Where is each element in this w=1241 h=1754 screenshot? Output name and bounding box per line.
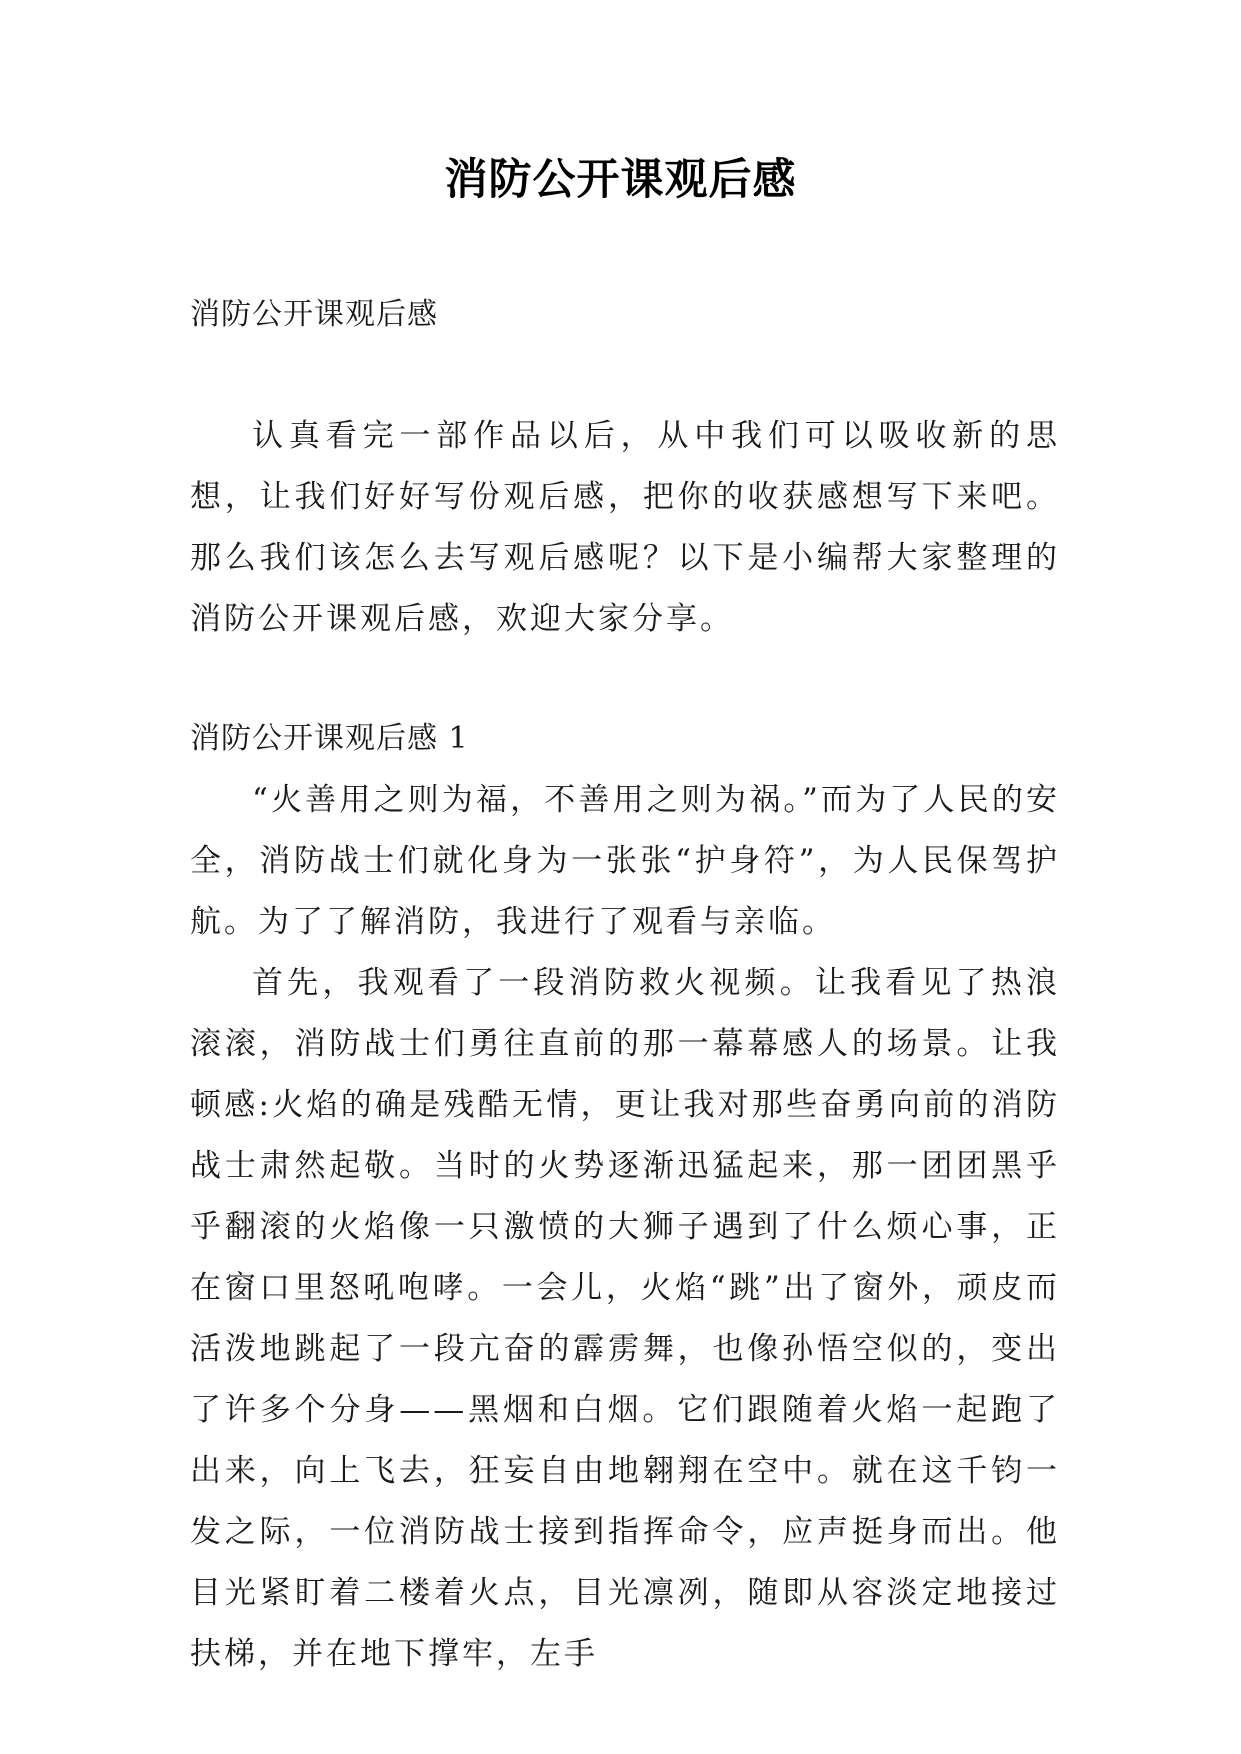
intro-paragraph: 认真看完一部作品以后，从中我们可以吸收新的思想，让我们好好写份观后感，把你的收获感想写下来吧。那么我们该怎么去写观后感呢？以下是小编帮大家整理的消防公开课观后感，欢迎大家分享。 <box>190 418 1060 637</box>
body-paragraph-1: “火善用之则为福，不善用之则为祸。”而为了人民的安全，消防战士们就化身为一张张“护身符”，为人民保驾护航。为了了解消防，我进行了观看与亲临。 <box>190 782 1060 940</box>
section-heading: 消防公开课观后感 1 <box>190 721 469 756</box>
document-body <box>190 290 1060 1685</box>
document-subtitle: 消防公开课观后感 <box>190 297 438 332</box>
body-paragraph-2: 首先，我观看了一段消防救火视频。让我看见了热浪滚滚，消防战士们勇往直前的那一幕幕感人的场景。让我顿感:火焰的确是残酷无情，更让我对那些奋勇向前的消防战士肃然起敬。当时的火势逐渐迅猛起来，那一团团黑乎乎翻滚的火焰像一只激愤的大狮子遇到了什么烦心事，正在窗口里怒吼咆哮。一会儿，火焰“跳”出了窗外，顽皮而活泼地跳起了一段亢奋的霹雳舞，也像孙悟空似的，变出了许多个分身——黑烟和白烟。它们跟随着火焰一起跑了出来，向上飞去，狂妄自由地翱翔在空中。就在这千钧一发之际，一位消防战士接到指挥命令，应声挺身而出。他目光紧盯着二楼着火点，目光凛冽，随即从容淡定地接过扶梯，并在地下撑牢，左手 <box>190 965 1060 1672</box>
document-title: 消防公开课观后感 <box>444 155 797 205</box>
